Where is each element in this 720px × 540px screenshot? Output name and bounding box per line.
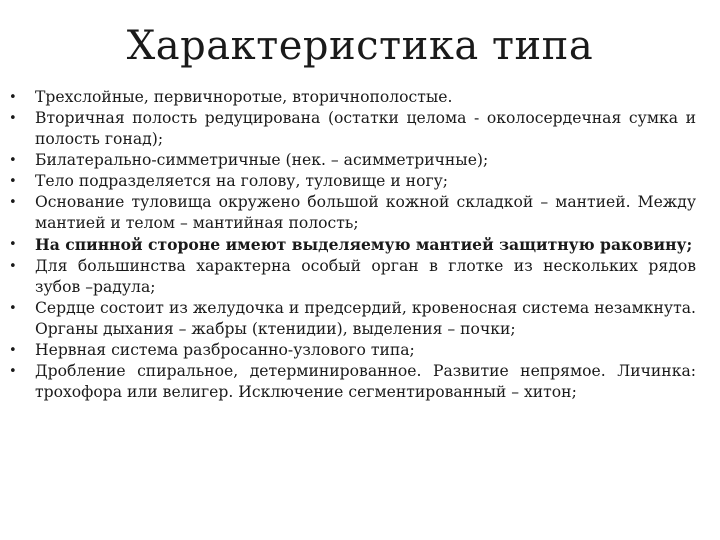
bullet-icon: • — [9, 90, 17, 105]
bullet-icon: • — [9, 195, 17, 210]
bullet-item — [8, 87, 696, 108]
bullet-icon: • — [9, 259, 17, 274]
slide-title: Характеристика типа — [126, 23, 594, 69]
bullet-item — [8, 192, 696, 234]
bullet-item — [8, 340, 696, 361]
bullet-text: На спинной стороне имеют выделяемую мантией защитную раковину; — [35, 235, 693, 254]
bullet-text: Тело подразделяется на голову, туловище и ногу; — [35, 172, 449, 190]
bullet-text: Сердце состоит из желудочка и предсердий, кровеносная система незамкнута. Органы дыхания – жабры (ктенидии), выделения – почки; — [35, 299, 696, 338]
bullet-item — [8, 256, 696, 298]
bullet-text: Основание туловища окружено большой кожной складкой – мантией. Между мантией и телом – мантийная полость; — [35, 193, 696, 232]
bullet-item — [8, 171, 696, 192]
bullet-icon: • — [9, 237, 17, 252]
bullet-item — [8, 361, 696, 403]
bullet-icon: • — [9, 364, 17, 379]
bullet-item — [8, 108, 696, 150]
bullet-text: Билатерально-симметричные (нек. – асимметричные); — [35, 151, 489, 169]
bullet-text: Трехслойные, первичноротые, вторичнополостые. — [35, 88, 453, 106]
bullet-icon: • — [9, 174, 17, 189]
bullet-item-bold — [8, 234, 696, 256]
bullet-text: Для большинства характерна особый орган в глотке из нескольких рядов зубов –радула; — [35, 257, 696, 296]
bullet-item — [8, 150, 696, 171]
bullet-text: Дробление спиральное, детерминированное. Развитие непрямое. Личинка: трохофора или велигер. Исключение сегментированный – хитон; — [35, 362, 696, 401]
bullet-item — [8, 298, 696, 340]
bullet-list — [8, 87, 696, 403]
bullet-icon: • — [9, 111, 17, 126]
bullet-text: Вторичная полость редуцирована (остатки целома - околосердечная сумка и полость гонад); — [35, 109, 696, 148]
bullet-text: Нервная система разбросанно-узлового типа; — [35, 341, 415, 359]
bullet-icon: • — [9, 343, 17, 358]
bullet-icon: • — [9, 301, 17, 316]
bullet-icon: • — [9, 153, 17, 168]
